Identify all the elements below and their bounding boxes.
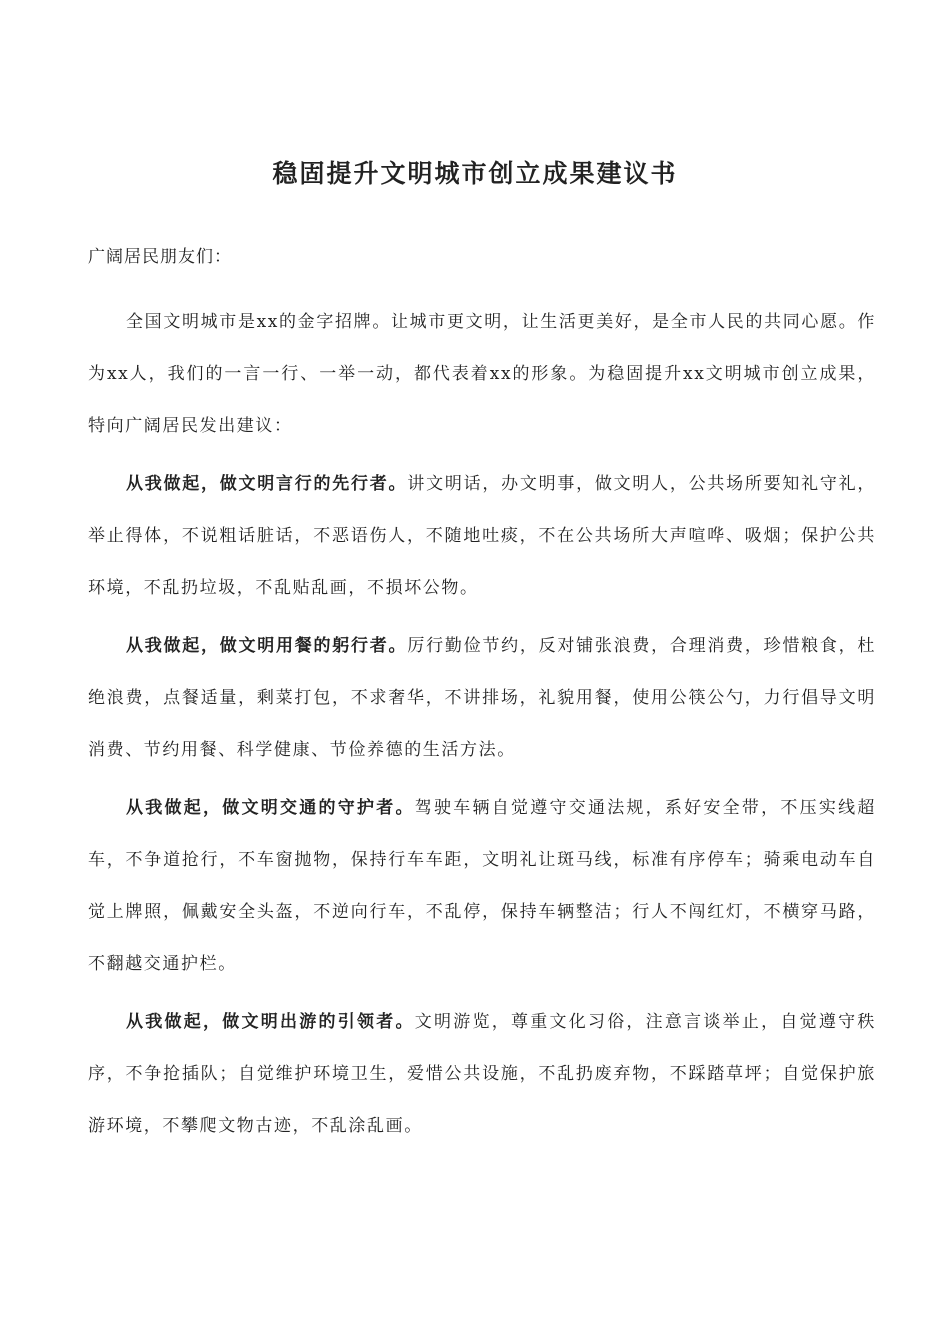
section-paragraph bbox=[88, 620, 876, 776]
section-text: 厉行勤俭节约，反对铺张浪费，合理消费，珍惜粮食，杜绝浪费，点餐适量，剩菜打包，不求奢华，不讲排场，礼貌用餐，使用公筷公勺，力行倡导文明消费、节约用餐、科学健康、节俭养德的生活方法。 bbox=[88, 636, 877, 760]
document-title: 稳固提升文明城市创立成果建议书 bbox=[272, 159, 678, 188]
document-body bbox=[88, 242, 876, 1158]
section-text: 驾驶车辆自觉遵守交通法规，系好安全带，不压实线超车，不争道抢行，不车窗抛物，保持行车车距，文明礼让斑马线，标准有序停车；骑乘电动车自觉上牌照，佩戴安全头盔，不逆向行车，不乱停，保持车辆整洁；行人不闯红灯，不横穿马路，不翻越交通护栏。 bbox=[88, 798, 877, 974]
section-text: 讲文明话，办文明事，做文明人，公共场所要知礼守礼，举止得体，不说粗话脏话，不恶语伤人，不随地吐痰，不在公共场所大声喧哗、吸烟；保护公共环境，不乱扔垃圾，不乱贴乱画，不损坏公物。 bbox=[88, 474, 877, 598]
section-lead: 从我做起，做文明用餐的躬行者。 bbox=[126, 636, 408, 656]
section-text: 文明游览，尊重文化习俗，注意言谈举止，自觉遵守秩序，不争抢插队；自觉维护环境卫生，爱惜公共设施，不乱扔废弃物，不踩踏草坪；自觉保护旅游环境，不攀爬文物古迹，不乱涂乱画。 bbox=[88, 1012, 877, 1136]
section-paragraph bbox=[88, 782, 876, 990]
salutation: 广阔居民朋友们： bbox=[88, 247, 232, 267]
section-lead: 从我做起，做文明出游的引领者。 bbox=[126, 1012, 415, 1032]
section-lead: 从我做起，做文明交通的守护者。 bbox=[126, 798, 415, 818]
section-paragraph bbox=[88, 458, 876, 614]
section-lead: 从我做起，做文明言行的先行者。 bbox=[126, 474, 408, 494]
intro-paragraph: 全国文明城市是xx的金字招牌。让城市更文明，让生活更美好，是全市人民的共同心愿。作为xx人，我们的一言一行、一举一动，都代表着xx的形象。为稳固提升xx文明城市创立成果，特向广阔居民发出建议： bbox=[88, 312, 876, 436]
section-paragraph bbox=[88, 996, 876, 1152]
